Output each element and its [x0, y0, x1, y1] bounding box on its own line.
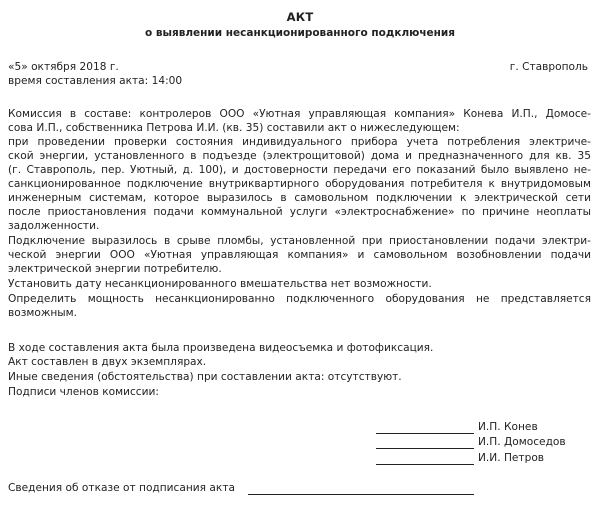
paragraph-line: задолженности. [8, 220, 100, 232]
closing-other: Иные сведения (обстоятельства) при составлении акта: отсутствуют. [8, 371, 402, 383]
document-subtitle: о выявлении несанкционированного подключения [144, 27, 456, 39]
signature-line [376, 448, 474, 449]
act-date: «5» октября 2018 г. [8, 61, 119, 73]
refusal-signature-line [248, 494, 474, 495]
paragraph-line: Комиссия в составе: контролеров ООО «Уютная управляющая компания» Конева И.П., Домосе- [8, 108, 591, 120]
signature-name: И.П. Домоседов [478, 436, 566, 448]
paragraph-line: инженерным системам, которое выразилось в самовольном подключении к электрической сети [8, 192, 591, 204]
signature-row [0, 436, 600, 450]
paragraph-line: сова И.П., собственника Петрова И.И. (кв. 35) составили акт о нижеследующем: [8, 122, 460, 134]
paragraph-line: (г. Ставрополь, пер. Уютный, д. 100), и достоверности передачи его показаний было выявлено не- [8, 164, 591, 176]
act-city: г. Ставрополь [509, 61, 588, 73]
refusal-label: Сведения об отказе от подписания акта [8, 482, 235, 494]
closing-video: В ходе составления акта была произведена видеосъемка и фотофиксация. [8, 342, 434, 354]
paragraph-line: санкционированное подключение внутриквартирного оборудования потребителя к внутридомовым [8, 178, 591, 190]
signature-line [376, 433, 474, 434]
document-title: АКТ [286, 10, 314, 24]
signature-row [0, 452, 600, 466]
paragraph-line: электрической энергии потребителю. [8, 263, 222, 275]
paragraph-line: Определить мощность несанкционированно подключенного оборудования не представляется [8, 293, 591, 305]
act-time: время составления акта: 14:00 [8, 75, 183, 87]
paragraph-line: при проведении проверки состояния индивидуального прибора учета потребления электриче- [8, 136, 591, 148]
signatures-label: Подписи членов комиссии: [8, 386, 159, 398]
signature-row [0, 421, 600, 435]
signature-name: И.И. Петров [478, 452, 545, 464]
signature-name: И.П. Конев [478, 421, 538, 433]
paragraph-line: возможным. [8, 307, 78, 319]
closing-copies: Акт составлен в двух экземплярах. [8, 356, 207, 368]
paragraph-line: ской энергии, установленного в подъезде (электрощитовой) дома и предназначенного для кв. 35 [8, 150, 591, 162]
paragraph-line: после приостановления подачи коммунальной услуги «электроснабжение» по причине неоплаты [8, 206, 591, 218]
paragraph-line: Установить дату несанкционированного вмешательства нет возможности. [8, 278, 432, 290]
signature-line [376, 464, 474, 465]
paragraph-line: ческой энергии ООО «Уютная управляющая компания» и самовольном возобновлении подачи [8, 249, 591, 261]
paragraph-line: Подключение выразилось в срыве пломбы, установленной при приостановлении подачи электри- [8, 235, 591, 247]
